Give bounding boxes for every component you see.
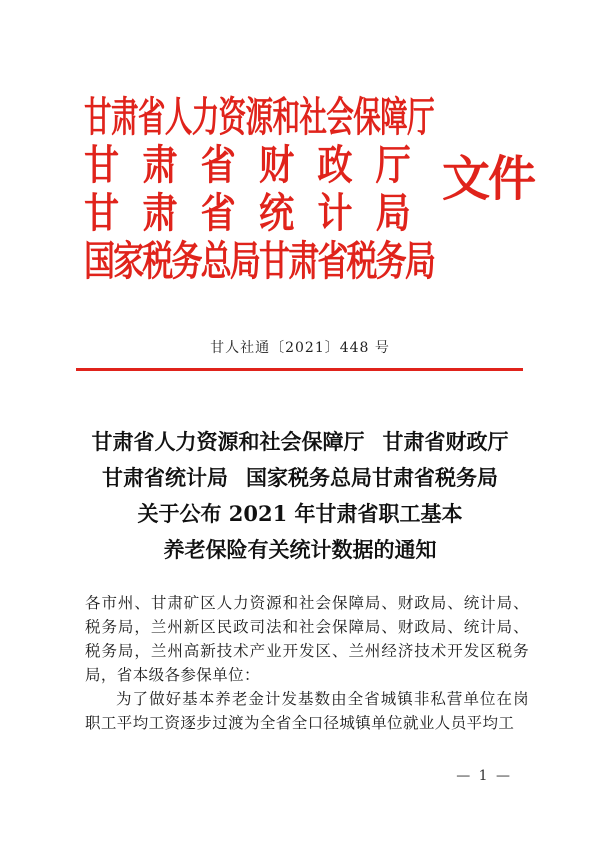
document-suffix: 文件 [442,151,535,207]
recipients-paragraph: 各市州、甘肃矿区人力资源和社会保障局、财政局、统计局、税务局，兰州新区民政司法和社会保障局、财政局、统计局、税务局，兰州高新技术产业开发区、兰州经济技术开发区税务局，省本级各参保单位： [85,594,529,684]
title-line-4: 养老保险有关统计数据的通知 [163,537,437,562]
title-line-2 [0,460,600,496]
agency-name-statistics: 甘肃省统计局 [84,189,434,237]
body-paragraph-1: 为了做好基本养老金计发基数由全省城镇非私营单位在岗职工平均工资逐步过渡为全省全口径城镇单位就业人员平均工 [85,690,529,732]
red-divider [76,368,523,371]
title-line-2-part-b: 国家税务总局甘肃省税务局 [246,465,498,490]
agency-name-finance: 甘肃省财政厅 [84,141,434,189]
title-line-1-part-a: 甘肃省人力资源和社会保障厅 [91,429,365,454]
agency-name-tax: 国家税务总局甘肃省税务局 [84,237,434,285]
title-line-3: 关于公布 2021 年甘肃省职工基本 [137,501,463,526]
title-line-1-part-b: 甘肃省财政厅 [382,429,509,454]
document-number: 甘人社通〔2021〕448 号 [210,340,390,356]
page-number: — 1 — [456,768,512,784]
agency-name-hrss: 甘肃省人力资源和社会保障厅 [84,93,434,141]
title-line-2-part-a: 甘肃省统计局 [102,465,228,490]
document-header [0,0,600,300]
title-line-1 [0,424,600,460]
document-title [0,424,600,568]
document-body [85,591,529,735]
